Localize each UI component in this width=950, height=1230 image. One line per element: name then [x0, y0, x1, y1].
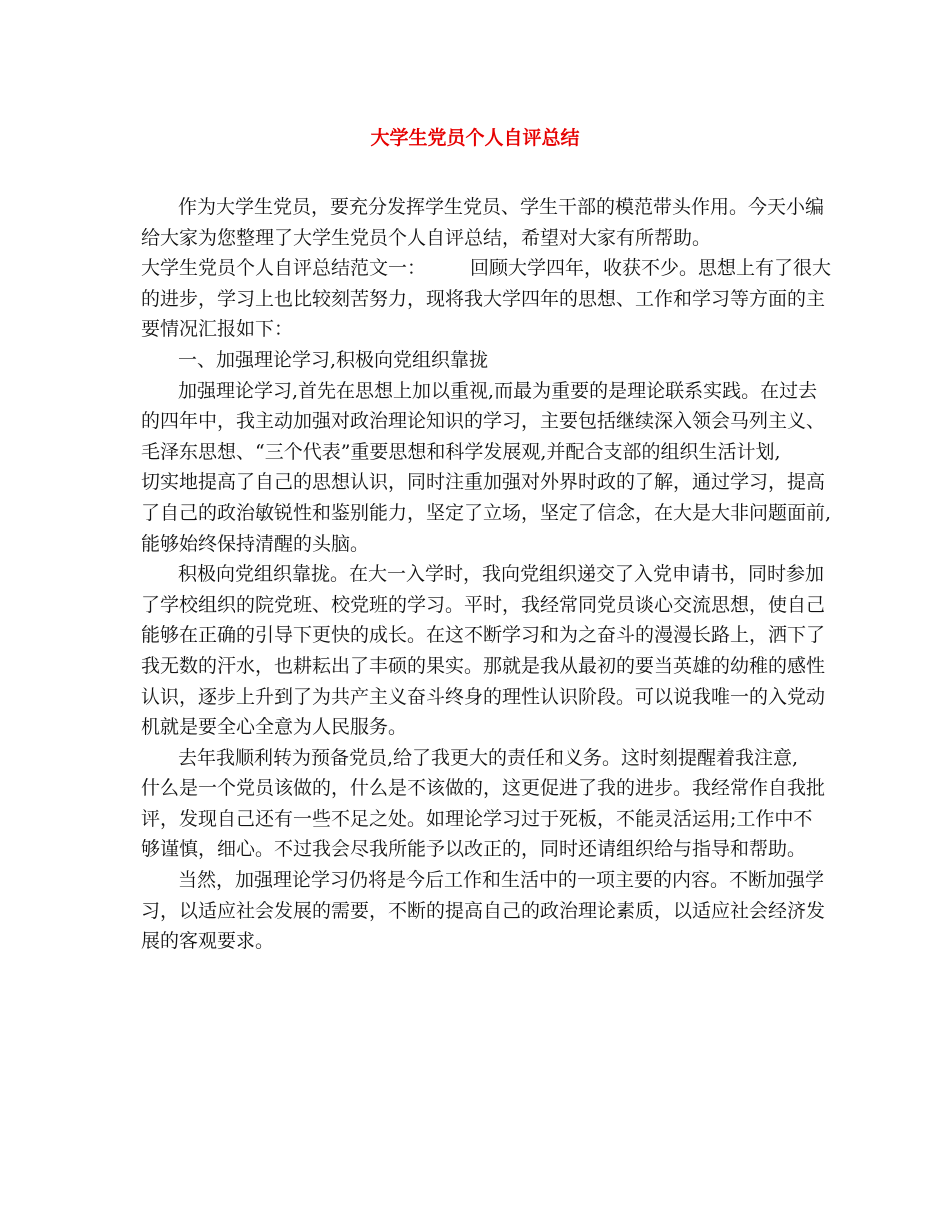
text-line: 能够始终保持清醒的头脑。	[141, 532, 370, 555]
text-line: 展的客观要求。	[141, 930, 275, 953]
text-line: 加强理论学习,首先在思想上加以重视,而最为重要的是理论联系实践。在过去	[178, 379, 818, 402]
text-line: 习，以适应社会发展的需要，不断的提高自己的政治理论素质，以适应社会经济发	[141, 899, 826, 922]
document-body	[141, 192, 832, 957]
section-text: 回顾大学四年，收获不少。思想上有了很大	[470, 257, 832, 280]
text-line-with-heading	[141, 253, 832, 284]
text-line: 积极向党组织靠拢。在大一入学时，我向党组织递交了入党申请书，同时参加	[178, 563, 825, 586]
text-line: 我无数的汗水，也耕耘出了丰硕的果实。那就是我从最初的要当英雄的幼稚的感性	[141, 654, 826, 677]
text-line: 了自己的政治敏锐性和鉴别能力，坚定了立场，坚定了信念，在大是大非问题面前,	[141, 501, 832, 524]
text-line: 机就是要全心全意为人民服务。	[141, 716, 408, 739]
text-line: 能够在正确的引导下更快的成长。在这不断学习和为之奋斗的漫漫长路上，洒下了	[141, 624, 826, 647]
text-line: 认识，逐步上升到了为共产主义奋斗终身的理性认识阶段。可以说我唯一的入党动	[141, 685, 826, 708]
text-line: 够谨慎，细心。不过我会尽我所能予以改正的，同时还请组织给与指导和帮助。	[141, 838, 807, 861]
text-line: 评，发现自己还有一些不足之处。如理论学习过于死板，不能灵活运用;工作中不	[141, 807, 813, 830]
text-line: 了学校组织的院党班、校党班的学习。平时，我经常同党员谈心交流思想，使自己	[141, 593, 826, 616]
text-line: 切实地提高了自己的思想认识，同时注重加强对外界时政的了解，通过学习，提高	[141, 471, 826, 494]
text-line: 当然，加强理论学习仍将是今后工作和生活中的一项主要的内容。不断加强学	[178, 869, 825, 892]
document-title: 大学生党员个人自评总结	[370, 127, 580, 149]
text-line: 给大家为您整理了大学生党员个人自评总结，希望对大家有所帮助。	[141, 226, 712, 249]
text-line: 作为大学生党员，要充分发挥学生党员、学生干部的模范带头作用。今天小编	[178, 196, 825, 218]
section-heading: 大学生党员个人自评总结范文一：	[141, 257, 427, 280]
subsection-heading: 一、加强理论学习,积极向党组织靠拢	[178, 348, 489, 371]
text-line: 什么是一个党员该做的，什么是不该做的，这更促进了我的进步。我经常作自我批	[141, 777, 826, 800]
text-line: 的进步，学习上也比较刻苦努力，现将我大学四年的思想、工作和学习等方面的主	[141, 287, 826, 310]
text-line: 毛泽东思想、“三个代表”重要思想和科学发展观,并配合支部的组织生活计划,	[141, 440, 781, 463]
text-line: 去年我顺利转为预备党员,给了我更大的责任和义务。这时刻提醒着我注意,	[178, 746, 799, 769]
text-line: 要情况汇报如下：	[141, 318, 294, 341]
text-line: 的四年中，我主动加强对政治理论知识的学习，主要包括继续深入领会马列主义、	[141, 410, 826, 433]
